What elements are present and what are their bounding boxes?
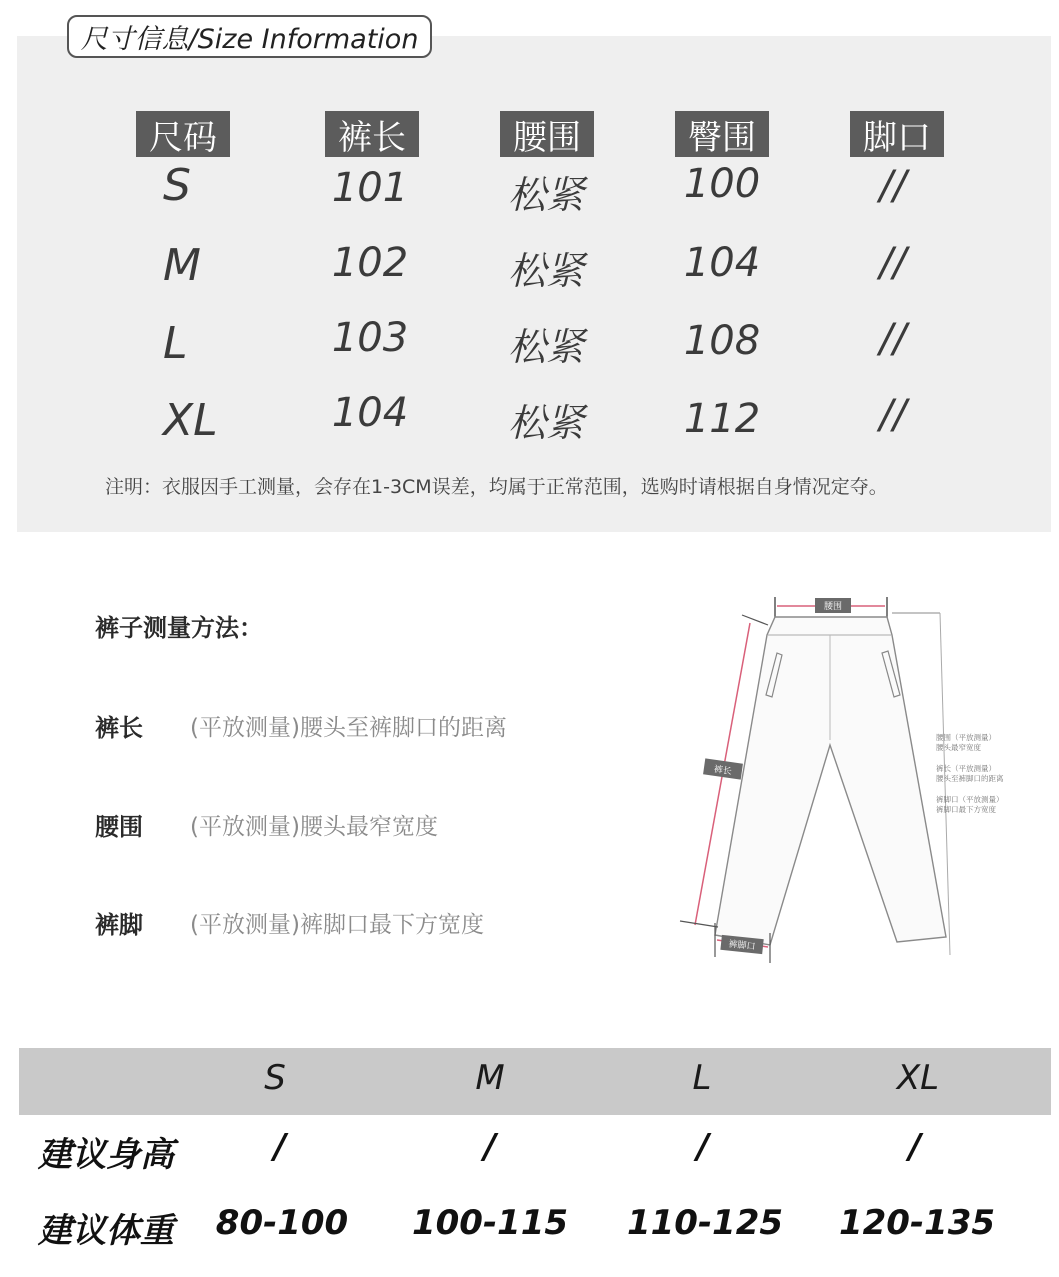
hem-tag-text: 裤脚口 [727,939,756,953]
measure-desc-waist: (平放测量)腰头最窄宽度 [190,814,438,840]
measure-desc-length: (平放测量)腰头至裤脚口的距离 [190,715,507,741]
row-m-waist: 松紧 [507,249,584,293]
row-l-size: L [163,318,188,369]
row-s-waist: 松紧 [507,173,584,217]
rec-weight-s: 80-100 [215,1203,349,1243]
measure-label-waist: 腰围 [95,813,143,841]
row-m-length: 102 [331,240,409,286]
row-l-hip: 108 [683,318,761,364]
row-xl-hip: 112 [683,396,761,442]
rec-size-s: S [264,1058,286,1098]
row-s-size: S [163,160,191,211]
header-waist: 腰围 [500,111,594,157]
row-xl-hem: // [879,392,907,438]
size-info-title: 尺寸信息/Size Information [67,15,432,58]
row-xl-waist: 松紧 [507,401,584,445]
row-s-hem: // [879,163,907,209]
row-xl-length: 104 [331,390,409,436]
rec-weight-l: 110-125 [626,1203,784,1243]
rec-label-weight: 建议体重 [38,1211,174,1251]
note-hem-2: 裤脚口最下方宽度 [936,805,996,814]
measure-label-hem: 裤脚 [95,911,143,939]
note-waist-2: 腰头最窄宽度 [936,743,981,752]
rec-weight-xl: 120-135 [838,1203,996,1243]
rec-height-l: / [696,1127,710,1167]
note-length-2: 腰头至裤脚口的距离 [936,774,1004,783]
row-s-hip: 100 [683,161,761,207]
waist-tag-text: 腰围 [823,602,843,612]
row-m-hem: // [879,240,907,286]
row-l-waist: 松紧 [507,325,584,369]
measurement-heading: 裤子测量方法： [95,614,263,642]
row-l-length: 103 [331,315,409,361]
row-m-hip: 104 [683,240,761,286]
note-length-1: 裤长（平放测量） [936,764,996,773]
header-hem: 脚口 [850,111,944,157]
rec-height-m: / [483,1127,497,1167]
header-hip: 臀围 [675,111,769,157]
rec-size-xl: XL [896,1058,940,1098]
note-waist-1: 腰围（平放测量） [936,733,996,742]
note-hem-1: 裤脚口（平放测量） [936,795,1004,804]
rec-weight-m: 100-115 [411,1203,569,1243]
length-tag-text: 裤长 [713,764,733,778]
rec-size-l: L [692,1058,712,1098]
rec-size-m: M [475,1058,505,1098]
rec-height-xl: / [908,1127,922,1167]
size-note: 注明：衣服因手工测量，会存在1-3CM误差，均属于正常范围，选购时请根据自身情况定夺。 [105,476,888,498]
header-length: 裤长 [325,111,419,157]
pants-diagram [670,585,1050,975]
row-s-length: 101 [331,165,409,211]
rec-height-s: / [273,1127,287,1167]
measure-desc-hem: (平放测量)裤脚口最下方宽度 [190,912,484,938]
row-m-size: M [163,240,201,291]
rec-label-height: 建议身高 [38,1135,174,1175]
header-size: 尺码 [136,111,230,157]
row-xl-size: XL [163,395,218,446]
row-l-hem: // [879,316,907,362]
measure-label-length: 裤长 [95,714,143,742]
